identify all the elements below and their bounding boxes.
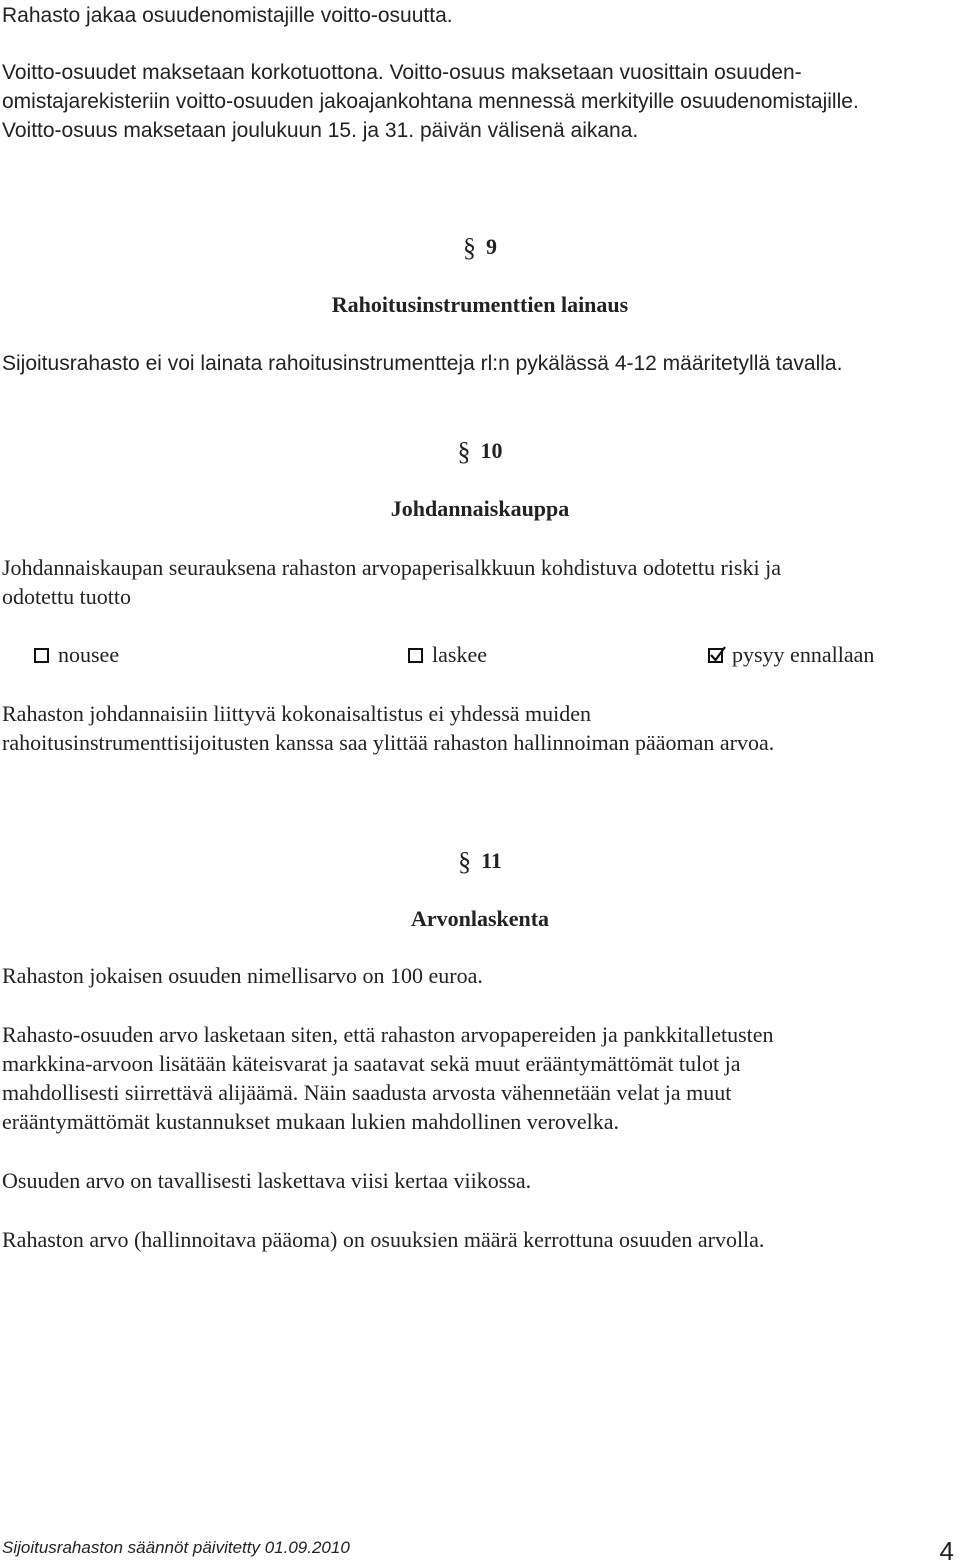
section-11-paragraph-3: Osuuden arvo on tavallisesti laskettava viisi kertaa viikossa. [2, 1168, 532, 1193]
section-11-title: Arvonlaskenta [410, 906, 550, 931]
section-10-body-line-1: Johdannaiskaupan seurauksena rahaston arvopaperisalkkuun kohdistuva odotettu riski ja [2, 555, 781, 580]
option-laskee [408, 640, 487, 670]
checkbox-unchecked-icon [408, 648, 423, 663]
option-label: laskee [432, 642, 487, 667]
section-10-number: 10 [480, 438, 503, 463]
section-11-heading [0, 846, 960, 875]
option-label: nousee [58, 642, 120, 667]
section-10-body-line-2: odotettu tuotto [2, 584, 131, 609]
section-11-p2-line-2: markkina-arvoon lisätään käteisvarat ja saatavat sekä muut erääntymättömät tulot ja [2, 1051, 741, 1076]
intro-line-1: Rahasto jakaa osuudenomistajille voitto-osuutta. [2, 4, 453, 27]
section-9-number: 9 [486, 234, 497, 259]
section-9-body: Sijoitusrahasto ei voi lainata rahoitusinstrumentteja rl:n pykälässä 4-12 määritetyllä tavalla. [2, 352, 843, 375]
intro-line-2: Voitto-osuudet maksetaan korkotuottona. Voitto-osuus maksetaan vuosittain osuuden- [2, 61, 802, 84]
section-11-paragraph-4: Rahaston arvo (hallinnoitava pääoma) on osuuksien määrä kerrottuna osuuden arvolla. [2, 1227, 765, 1252]
section-symbol: § [458, 847, 472, 876]
intro-line-3: omistajarekisteriin voitto-osuuden jakoajankohtana mennessä merkityille osuudenomistajille. [2, 90, 859, 113]
intro-line-4: Voitto-osuus maksetaan joulukuun 15. ja 31. päivän välisenä aikana. [2, 119, 639, 142]
option-pysyy-ennallaan [708, 640, 874, 670]
section-11-p2-line-4: erääntymättömät kustannukset mukaan lukien mahdollinen verovelka. [2, 1109, 620, 1134]
checkbox-checked-icon [708, 648, 723, 663]
section-11-number: 11 [481, 848, 502, 873]
section-10-after-line-1: Rahaston johdannaisiin liittyvä kokonaisaltistus ei yhdessä muiden [2, 701, 592, 726]
section-11-p2-line-1: Rahasto-osuuden arvo lasketaan siten, että rahaston arvopapereiden ja pankkitalletusten [2, 1022, 774, 1047]
section-11-p2-line-3: mahdollisesti siirrettävä alijäämä. Näin saadusta arvosta vähennetään velat ja muut [2, 1080, 732, 1105]
checkbox-unchecked-icon [34, 648, 49, 663]
option-label: pysyy ennallaan [732, 642, 875, 667]
section-10-title: Johdannaiskauppa [390, 496, 570, 521]
footer-text: Sijoitusrahaston säännöt päivitetty 01.09.2010 [2, 1538, 350, 1557]
section-9-heading [0, 232, 960, 261]
section-10-heading [0, 436, 960, 465]
section-10-after-line-2: rahoitusinstrumenttisijoitusten kanssa saa ylittää rahaston hallinnoiman pääoman arvoa. [2, 730, 775, 755]
section-9-title: Rahoitusinstrumenttien lainaus [331, 292, 629, 317]
section-symbol: § [457, 437, 471, 466]
section-11-paragraph-1: Rahaston jokaisen osuuden nimellisarvo on 100 euroa. [2, 963, 483, 988]
option-nousee [34, 640, 119, 670]
page-number: 4 [939, 1536, 954, 1566]
section-symbol: § [463, 233, 476, 262]
